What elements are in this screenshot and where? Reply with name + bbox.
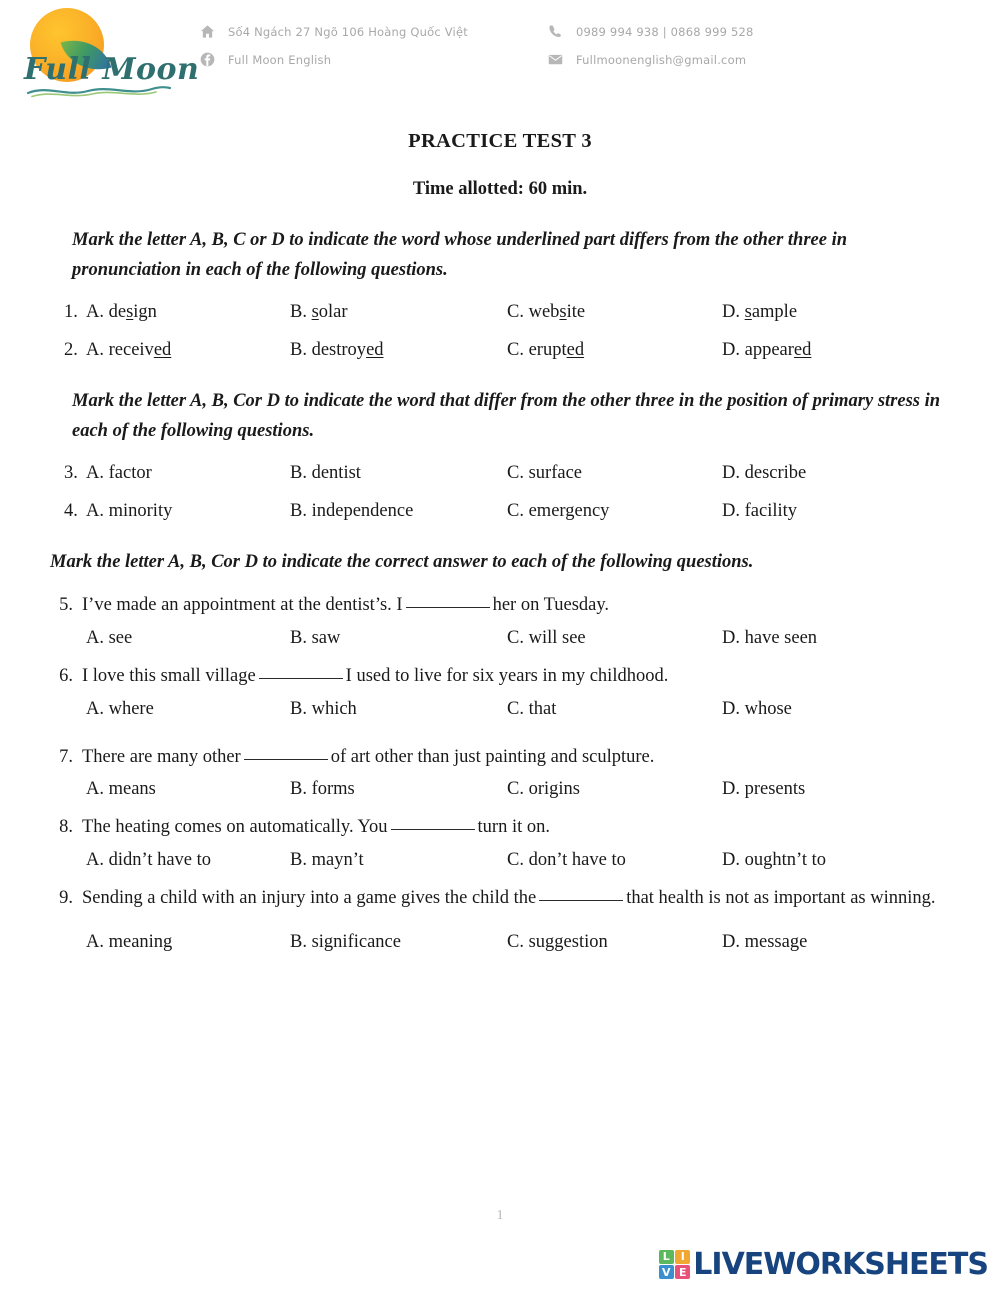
question-4-row — [50, 501, 950, 522]
question-3-number: 3. — [64, 463, 78, 484]
opt-label: A. — [86, 340, 104, 361]
question-3-option-b[interactable]: B. dentist — [290, 463, 361, 484]
question-8-number: 8. — [59, 817, 73, 838]
liveworksheets-tiles — [659, 1250, 691, 1280]
page-title: PRACTICE TEST 3 — [408, 130, 592, 152]
question-6-number: 6. — [59, 665, 73, 686]
contact-column-left — [180, 24, 540, 67]
opt-label: B. — [290, 340, 307, 361]
answer-blank[interactable] — [406, 607, 490, 608]
question-3-option-a[interactable]: A. factor — [86, 463, 152, 484]
question-9-option-a[interactable]: A. meaning — [86, 932, 173, 953]
question-2 — [50, 340, 950, 361]
contact-phone[interactable] — [548, 24, 754, 39]
opt-underlined: s — [559, 302, 567, 323]
answer-blank[interactable] — [391, 829, 475, 830]
tile-v: V — [659, 1265, 674, 1279]
opt-underlined: ed — [366, 340, 384, 361]
question-5-option-d[interactable]: D. have seen — [722, 627, 818, 648]
opt-underlined: s — [744, 302, 752, 323]
opt-underlined: s — [311, 302, 319, 323]
question-6-text — [82, 663, 950, 690]
question-6-option-d[interactable]: D. whose — [722, 698, 792, 719]
question-8-option-c[interactable]: C. don’t have to — [507, 850, 626, 871]
tile-i: I — [675, 1250, 690, 1264]
question-5-options — [50, 628, 950, 649]
question-1 — [50, 302, 950, 323]
question-2-option-c[interactable] — [507, 340, 722, 361]
contact-email-text: Fullmoonenglish@gmail.com — [576, 52, 747, 67]
question-6-options — [50, 699, 950, 720]
question-3-option-c[interactable]: C. surface — [507, 463, 582, 484]
question-4-number: 4. — [64, 501, 78, 522]
question-5-option-b[interactable]: B. saw — [290, 627, 341, 648]
question-7 — [50, 744, 950, 801]
contact-address-text: Số4 Ngách 27 Ngõ 106 Hoàng Quốc Việt — [228, 24, 468, 39]
question-7-stem — [50, 744, 950, 771]
question-9-option-d[interactable]: D. message — [722, 932, 808, 953]
worksheet-body — [0, 104, 1000, 953]
question-6-option-b[interactable]: B. which — [290, 698, 357, 719]
contact-address — [200, 24, 540, 39]
question-2-option-a[interactable] — [86, 340, 290, 361]
opt-pre: receiv — [108, 340, 154, 361]
question-7-option-c[interactable]: C. origins — [507, 779, 580, 800]
question-5-text — [82, 592, 950, 619]
question-6-option-c[interactable]: C. that — [507, 698, 557, 719]
opt-underlined: ed — [793, 340, 812, 361]
answer-blank[interactable] — [539, 900, 623, 901]
time-allotted: Time allotted: 60 min. — [412, 179, 588, 199]
liveworksheets-logo[interactable] — [659, 1247, 988, 1282]
question-9-options — [50, 932, 950, 953]
opt-pre: de — [108, 302, 127, 323]
stem-after: of art other than just painting and sculpture. — [330, 746, 655, 767]
question-6-stem — [50, 663, 950, 690]
contact-facebook-text: Full Moon English — [228, 52, 332, 67]
question-9 — [50, 885, 950, 953]
question-4-option-d[interactable]: D. facility — [722, 501, 798, 522]
opt-pre: erupt — [528, 340, 567, 361]
question-1-option-c[interactable] — [507, 302, 722, 323]
question-1-option-a[interactable] — [86, 302, 290, 323]
question-8-text — [82, 814, 950, 841]
question-8 — [50, 814, 950, 871]
answer-blank[interactable] — [244, 759, 328, 760]
answer-blank[interactable] — [259, 678, 343, 679]
directive-stress: Mark the letter A, B, Cor D to indicate the word that differ from the other three in the position of primary stress in each of the following questions. — [72, 391, 941, 441]
question-4-option-a[interactable]: A. minority — [86, 501, 173, 522]
question-4-option-b[interactable]: B. independence — [290, 501, 414, 522]
question-8-option-d[interactable]: D. oughtn’t to — [722, 850, 826, 871]
question-7-options — [50, 779, 950, 800]
question-5-option-a[interactable]: A. see — [86, 627, 133, 648]
home-icon — [200, 24, 215, 39]
contact-phone-text: 0989 994 938 | 0868 999 528 — [576, 24, 754, 39]
question-6 — [50, 663, 950, 720]
stem-before: I love this small village — [82, 665, 256, 686]
question-1-row — [50, 302, 950, 323]
question-3 — [50, 463, 950, 484]
stem-after: I used to live for six years in my childhood. — [345, 665, 669, 686]
question-2-option-b[interactable] — [290, 340, 507, 361]
question-9-option-b[interactable]: B. significance — [290, 932, 401, 953]
tile-l: L — [659, 1250, 674, 1264]
opt-label: C. — [507, 340, 524, 361]
opt-pre: appear — [744, 340, 794, 361]
liveworksheets-wordmark: LIVEWORKSHEETS — [693, 1247, 988, 1282]
question-9-option-c[interactable]: C. suggestion — [507, 932, 608, 953]
page-number: 1 — [496, 1208, 504, 1223]
opt-post: ign — [133, 302, 157, 323]
question-9-stem — [50, 885, 950, 912]
opt-post: ample — [751, 302, 798, 323]
question-7-number: 7. — [59, 746, 73, 767]
question-4 — [50, 501, 950, 522]
question-1-option-d[interactable] — [722, 302, 797, 323]
question-9-number: 9. — [59, 888, 73, 909]
stem-before: Sending a child with an injury into a game gives the child the — [82, 888, 537, 909]
question-7-option-b[interactable]: B. forms — [290, 779, 355, 800]
question-3-option-d[interactable]: D. describe — [722, 463, 807, 484]
stem-after: that health is not as important as winning. — [626, 888, 936, 909]
question-3-row — [50, 463, 950, 484]
question-5 — [50, 592, 950, 649]
stem-before: I’ve made an appointment at the dentist’s. I — [82, 594, 403, 615]
opt-label: C. — [507, 302, 524, 323]
opt-label: A. — [86, 302, 104, 323]
opt-label: D. — [722, 340, 740, 361]
question-1-number: 1. — [64, 302, 78, 323]
opt-label: B. — [290, 302, 307, 323]
stem-after: turn it on. — [477, 817, 550, 838]
question-8-option-a[interactable]: A. didn’t have to — [86, 850, 212, 871]
stem-after: her on Tuesday. — [492, 594, 610, 615]
contact-email[interactable] — [548, 52, 754, 67]
question-5-stem — [50, 592, 950, 619]
stem-before: There are many other — [82, 746, 241, 767]
facebook-icon — [200, 52, 215, 67]
question-1-option-b[interactable] — [290, 302, 507, 323]
question-8-stem — [50, 814, 950, 841]
opt-post: ite — [566, 302, 586, 323]
question-8-option-b[interactable]: B. mayn’t — [290, 850, 364, 871]
question-4-option-c[interactable]: C. emergency — [507, 501, 610, 522]
directive-correct-answer: Mark the letter A, B, Cor D to indicate the correct answer to each of the following questions. — [50, 552, 754, 573]
question-9-text — [82, 885, 950, 912]
wave-icon — [26, 84, 172, 98]
directive-pronunciation: Mark the letter A, B, C or D to indicate the word whose underlined part differs from the other three in pronunciation in each of the following questions. — [72, 230, 848, 280]
question-7-text — [82, 744, 950, 771]
stem-before: The heating comes on automatically. You — [82, 817, 388, 838]
question-7-option-d[interactable]: D. presents — [722, 779, 806, 800]
email-icon — [548, 52, 563, 67]
question-7-option-a[interactable]: A. means — [86, 779, 156, 800]
phone-icon — [548, 24, 563, 39]
tile-e: E — [675, 1265, 690, 1279]
opt-underlined: s — [126, 302, 134, 323]
opt-pre: web — [528, 302, 560, 323]
opt-pre: destroy — [311, 340, 367, 361]
logo-brand-name: Full Moon — [24, 52, 200, 87]
question-6-option-a[interactable]: A. where — [86, 698, 154, 719]
contact-facebook[interactable] — [200, 52, 540, 67]
question-2-number: 2. — [64, 340, 78, 361]
question-2-row — [50, 340, 950, 361]
contact-column-right — [540, 24, 754, 67]
opt-underlined: ed — [566, 340, 585, 361]
question-5-number: 5. — [59, 594, 73, 615]
header-contact-info — [180, 6, 986, 67]
opt-post: olar — [318, 302, 348, 323]
full-moon-logo — [18, 6, 200, 102]
question-2-option-d[interactable] — [722, 340, 811, 361]
question-5-option-c[interactable]: C. will see — [507, 627, 586, 648]
opt-underlined: ed — [153, 340, 172, 361]
opt-label: D. — [722, 302, 740, 323]
question-8-options — [50, 850, 950, 871]
page-header — [0, 0, 1000, 104]
